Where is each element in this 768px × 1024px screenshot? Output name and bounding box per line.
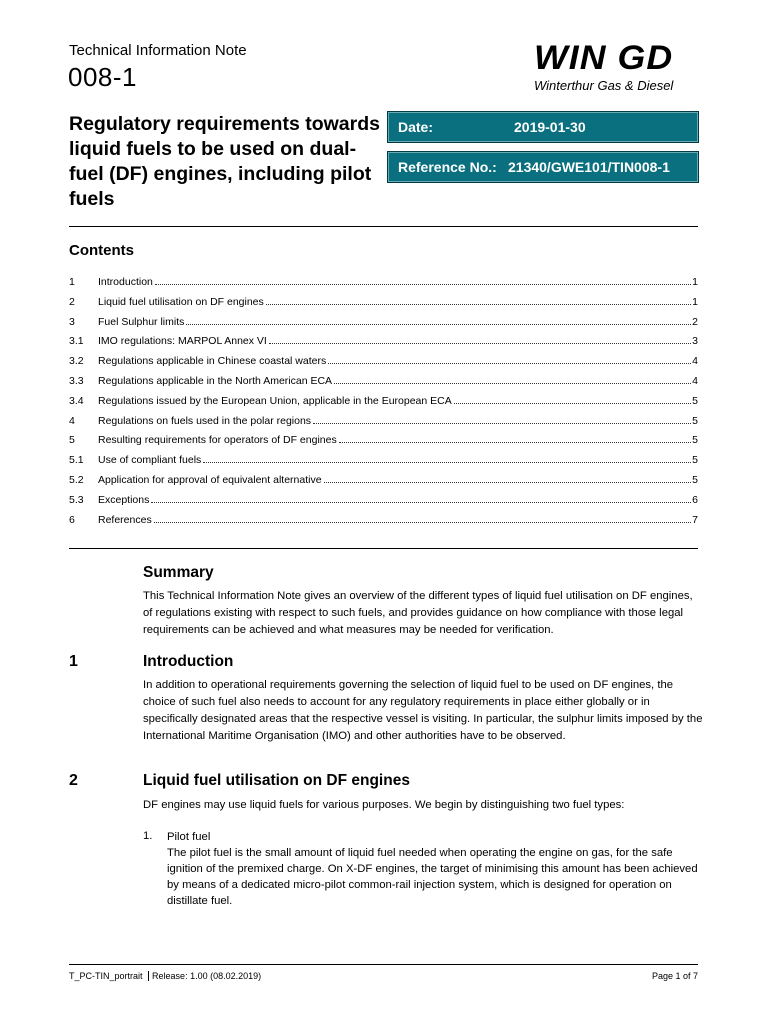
toc-leader-dots bbox=[324, 482, 692, 483]
section-1-text: In addition to operational requirements governing the selection of liquid fuel to be used on DF engines, the choice of such fuel also needs to account for any regulatory requirements in place either globally or in specifically designated areas that the respective vessel is visiting. In particular, the sulphur limits imposed by the International Maritime Organisation (IMO) and other authorities have to be observed. bbox=[143, 679, 703, 742]
toc-leader-dots bbox=[313, 423, 691, 424]
toc-entry-title: Regulations applicable in the North American ECA bbox=[98, 374, 333, 387]
toc-leader-dots bbox=[186, 324, 691, 325]
toc-entry[interactable] bbox=[69, 415, 698, 435]
toc-entry-number: 3.1 bbox=[69, 335, 84, 348]
toc-entry[interactable] bbox=[69, 335, 698, 355]
list-item-text: The pilot fuel is the small amount of liquid fuel needed when operating the engine on gas, for the safe ignition of the premixed charge. On X-DF engines, the target of minimising this amount has been achieved by means of a dedicated micro-pilot common-rail injection system, which is designed for operation on distillate fuel. bbox=[167, 847, 698, 907]
toc-entry-number: 4 bbox=[69, 414, 75, 427]
toc-entry-title: Resulting requirements for operators of DF engines bbox=[98, 434, 337, 447]
toc-entry-page: 2 bbox=[692, 315, 698, 328]
toc-entry-title: Regulations on fuels used in the polar regions bbox=[98, 414, 312, 427]
divider-top bbox=[69, 226, 698, 227]
toc-entry-page: 1 bbox=[692, 276, 698, 288]
reference-value: 21340/GWE101/TIN008-1 bbox=[508, 159, 670, 175]
toc-entry-number: 2 bbox=[69, 295, 75, 308]
list-item-number: 1. bbox=[143, 830, 153, 842]
toc-entry-page: 5 bbox=[692, 473, 698, 486]
toc-entry[interactable] bbox=[69, 296, 698, 316]
toc-entry-page: 5 bbox=[692, 454, 698, 467]
toc-leader-dots bbox=[203, 462, 691, 463]
toc-entry-page: 5 bbox=[692, 434, 698, 447]
toc-leader-dots bbox=[151, 502, 691, 503]
date-label: Date: bbox=[398, 119, 434, 135]
section-1-number: 1 bbox=[69, 653, 78, 670]
toc-entry[interactable] bbox=[69, 276, 698, 296]
toc-entry[interactable] bbox=[69, 395, 698, 415]
toc-entry[interactable] bbox=[69, 316, 698, 336]
toc-entry-number: 5.2 bbox=[69, 473, 84, 486]
list-item-title: Pilot fuel bbox=[167, 831, 211, 843]
toc-leader-dots bbox=[454, 403, 691, 404]
toc-entry-title: References bbox=[98, 513, 152, 526]
toc-entry-title: IMO regulations: MARPOL Annex VI bbox=[98, 335, 267, 348]
toc-entry-title: Application for approval of equivalent alternative bbox=[98, 473, 322, 486]
footer-template-name: T_PC-TIN_portrait bbox=[69, 971, 143, 981]
summary-text: This Technical Information Note gives an overview of the different types of liquid fuel utilisation on DF engines, of regulations existing with respect to such fuels, and provides guidance on how compliance with those legal requirements can be achieved and what measures may be needed for verification. bbox=[143, 590, 693, 636]
toc-leader-dots bbox=[328, 363, 691, 364]
table-of-contents bbox=[69, 276, 698, 533]
toc-entry-title: Regulations applicable in Chinese coastal waters bbox=[98, 355, 327, 368]
contents-heading: Contents bbox=[69, 242, 134, 259]
toc-entry-number: 6 bbox=[69, 513, 75, 526]
divider-footer bbox=[69, 964, 698, 965]
toc-entry-number: 3 bbox=[69, 315, 75, 328]
section-2-heading: Liquid fuel utilisation on DF engines bbox=[143, 772, 410, 789]
reference-box bbox=[387, 151, 699, 183]
toc-entry-number: 5.3 bbox=[69, 493, 84, 506]
footer-template bbox=[69, 971, 261, 981]
toc-entry-page: 1 bbox=[692, 295, 698, 308]
toc-entry[interactable] bbox=[69, 375, 698, 395]
document-title: Regulatory requirements towards liquid fuels to be used on dual-fuel (DF) engines, including pilot fuels bbox=[69, 113, 380, 210]
toc-entry-number: 1 bbox=[69, 276, 75, 288]
toc-entry-page: 6 bbox=[692, 493, 698, 506]
toc-entry-title: Fuel Sulphur limits bbox=[98, 315, 185, 328]
toc-leader-dots bbox=[154, 522, 691, 523]
toc-entry-title: Exceptions bbox=[98, 493, 150, 506]
date-value: 2019-01-30 bbox=[514, 119, 586, 135]
toc-entry-number: 5.1 bbox=[69, 454, 84, 467]
toc-entry-page: 3 bbox=[692, 335, 698, 348]
wingd-logo bbox=[534, 40, 700, 98]
toc-entry-title: Regulations issued by the European Union, applicable in the European ECA bbox=[98, 394, 452, 407]
toc-leader-dots bbox=[155, 284, 691, 285]
document-series: Technical Information Note bbox=[69, 42, 247, 59]
toc-entry-number: 3.2 bbox=[69, 355, 84, 368]
reference-label: Reference No.: bbox=[398, 159, 497, 175]
logo-wordmark: WIN GD bbox=[534, 39, 674, 77]
list-item-pilot-fuel bbox=[167, 829, 707, 909]
toc-entry-page: 5 bbox=[692, 394, 698, 407]
summary-heading: Summary bbox=[143, 564, 214, 581]
footer-release: Release: 1.00 (08.02.2019) bbox=[152, 971, 262, 981]
toc-leader-dots bbox=[266, 304, 691, 305]
toc-entry-number: 5 bbox=[69, 434, 75, 447]
toc-entry[interactable] bbox=[69, 474, 698, 494]
toc-entry-title: Introduction bbox=[98, 276, 153, 288]
document-number: 008-1 bbox=[68, 62, 137, 92]
toc-entry-page: 4 bbox=[692, 355, 698, 368]
toc-entry-page: 7 bbox=[692, 513, 698, 526]
toc-leader-dots bbox=[339, 442, 691, 443]
toc-leader-dots bbox=[334, 383, 691, 384]
toc-entry-number: 3.3 bbox=[69, 374, 84, 387]
section-1-heading: Introduction bbox=[143, 653, 234, 670]
toc-entry-page: 4 bbox=[692, 374, 698, 387]
toc-entry-title: Liquid fuel utilisation on DF engines bbox=[98, 295, 264, 308]
section-2-intro: DF engines may use liquid fuels for various purposes. We begin by distinguishing two fuel types: bbox=[143, 799, 625, 811]
toc-entry[interactable] bbox=[69, 454, 698, 474]
logo-tagline: Winterthur Gas & Diesel bbox=[534, 78, 674, 93]
footer-page: Page 1 of 7 bbox=[651, 971, 698, 981]
toc-entry-title: Use of compliant fuels bbox=[98, 454, 202, 467]
divider-contents bbox=[69, 548, 698, 549]
toc-leader-dots bbox=[269, 343, 691, 344]
toc-entry-number: 3.4 bbox=[69, 394, 84, 407]
toc-entry-page: 5 bbox=[692, 414, 698, 427]
section-2-number: 2 bbox=[69, 772, 78, 789]
date-box bbox=[387, 111, 699, 143]
toc-entry[interactable] bbox=[69, 514, 698, 534]
toc-entry[interactable] bbox=[69, 434, 698, 454]
toc-entry[interactable] bbox=[69, 494, 698, 514]
toc-entry[interactable] bbox=[69, 355, 698, 375]
